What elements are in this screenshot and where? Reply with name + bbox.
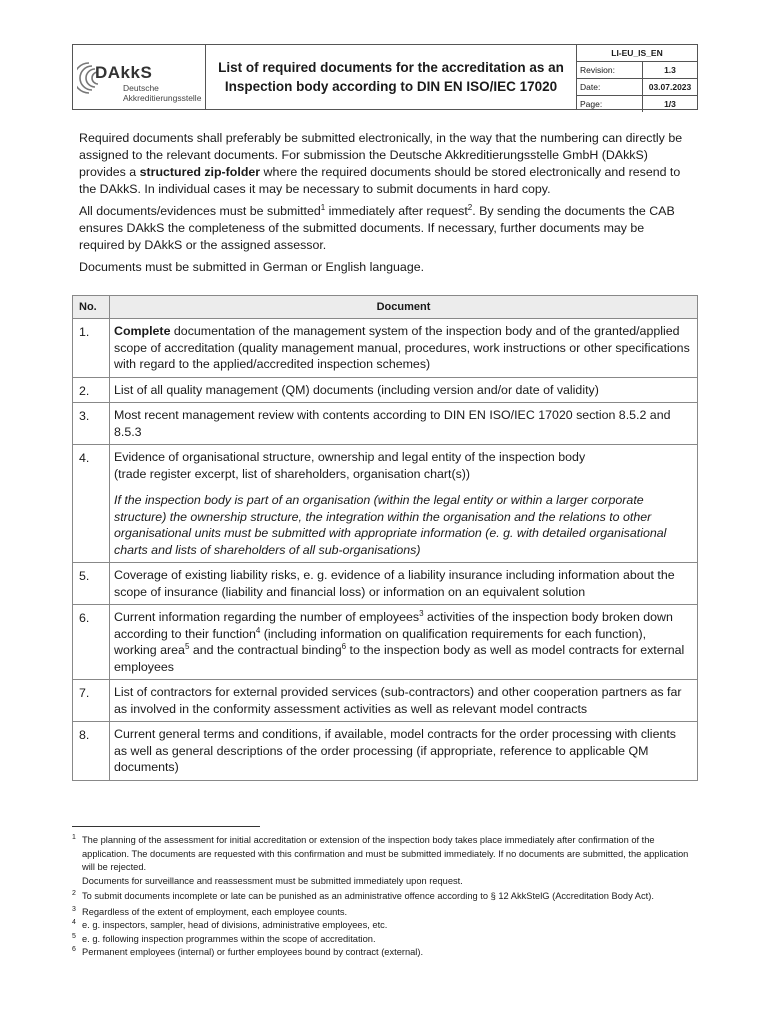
footnote-2-text: To submit documents incomplete or late can be punished as an administrative offence according to § 12 AkkStelG (Accreditation Body Act). — [82, 891, 654, 901]
page-label: Page: — [577, 96, 643, 112]
document-id: LI-EU_IS_EN — [577, 45, 697, 62]
intro-paragraph-3: Documents must be submitted in German or English language. — [79, 260, 425, 274]
revision-label: Revision: — [577, 62, 643, 78]
footnote-1 — [72, 834, 700, 888]
footnote-ref-5[interactable]: 5 — [184, 642, 190, 651]
intro-p2-text-b: immediately after request — [325, 204, 468, 218]
footnote-3 — [72, 906, 700, 920]
row-number: 7. — [73, 680, 110, 722]
date-label: Date: — [577, 79, 643, 95]
logo-subtitle — [123, 83, 201, 103]
footnote-5 — [72, 933, 700, 947]
row-6-text-e: to the inspection body as well as model contracts for external employees — [114, 643, 685, 674]
revision-value: 1.3 — [664, 65, 676, 75]
row-document: Current general terms and conditions, if available, model contracts for the order processing with clients as well as general descriptions of the order processing (if appropriate, reference to applicable QM documents) — [110, 722, 698, 781]
row-6-text-b: activities of the inspection body broken down according to their function — [114, 610, 673, 641]
footnote-ref-1[interactable]: 1 — [320, 203, 326, 212]
table-row — [73, 563, 698, 605]
table-row — [73, 403, 698, 445]
row-number: 5. — [73, 563, 110, 605]
row-6-text-a: Current information regarding the number of employees — [114, 610, 420, 624]
document-title — [206, 45, 577, 109]
intro-p2-text-c: . By sending the documents the CAB ensures DAkkS the completeness of the submitted documents. If necessary, further documents may be required by DAkkS or the assigned assessor. — [79, 204, 675, 252]
page-row — [577, 96, 697, 112]
footnote-5-text: e. g. following inspection programmes within the scope of accreditation. — [82, 933, 376, 944]
footnote-ref-3[interactable]: 3 — [419, 609, 424, 618]
required-documents-table — [72, 295, 698, 781]
row-document: Most recent management review with contents according to DIN EN ISO/IEC 17020 section 8.5.2 and 8.5.3 — [110, 403, 698, 445]
document-meta — [577, 45, 697, 109]
row-6-text-d: and the contractual binding — [189, 643, 342, 657]
row-number: 2. — [73, 377, 110, 403]
complete-emphasis: Complete — [114, 324, 171, 338]
row-document — [110, 605, 698, 680]
table-row — [73, 445, 698, 563]
table-row — [73, 377, 698, 403]
table-row — [73, 680, 698, 722]
footnote-ref-2[interactable]: 2 — [467, 203, 473, 212]
footnote-number: 4 — [72, 919, 76, 926]
footnote-number: 5 — [72, 932, 76, 940]
footnote-number: 1 — [72, 834, 76, 841]
intro-paragraph-2 — [79, 203, 691, 254]
row-number: 6. — [73, 605, 110, 680]
footnote-4-text: e. g. inspectors, sampler, head of divisions, administrative employees, etc. — [82, 920, 388, 930]
footnote-separator — [72, 826, 260, 827]
table-header-row — [73, 296, 698, 319]
row-document — [110, 319, 698, 378]
revision-row — [577, 62, 697, 79]
row-document: List of all quality management (QM) documents (including version and/or date of validity) — [110, 377, 698, 403]
title-line-1: List of required documents for the accreditation as an — [218, 60, 564, 75]
footnote-number: 2 — [72, 890, 76, 897]
row-4-text-1: Evidence of organisational structure, ownership and legal entity of the inspection body — [114, 450, 586, 464]
row-number: 8. — [73, 722, 110, 781]
row-document: List of contractors for external provided services (sub-contractors) and other cooperation partners as far as involved in the conformity assessment activities as well as relevant model contracts — [110, 680, 698, 722]
row-4-italic-note: If the inspection body is part of an organisation (within the legal entity or within a larger corporate structure) the ownership structure, the integration within the organisation and the relations to other organisational units must be submitted with appropriate information (e. g. with detailed organisational charts and lists of shareholders of all sub-organisations) — [114, 493, 667, 557]
row-1-text: documentation of the management system of the inspection body and of the granted/applied scope of accreditation (quality management manual, procedures, work instructions or other specifications with regard to the applied/accredited inspection schemes) — [114, 324, 690, 371]
row-6-text-c: (including information on qualification requirements for each function), working area — [114, 626, 647, 657]
title-line-2: Inspection body according to DIN EN ISO/IEC 17020 — [224, 79, 558, 94]
footnote-ref-4[interactable]: 4 — [255, 625, 261, 635]
table-row — [73, 319, 698, 378]
logo-name: DAkkS — [95, 63, 153, 82]
footnote-2 — [72, 890, 700, 904]
footnote-4 — [72, 919, 700, 933]
footnote-3-text: Regardless of the extent of employment, each employee counts. — [82, 906, 348, 917]
intro-p1-text-b: where the required documents should be stored electronically and resend to the DAkkS. In individual cases it may be necessary to submit documents in hard copy. — [79, 165, 681, 196]
logo-sub-line-2: Akkreditierungsstelle — [123, 93, 202, 103]
footnote-6-text: Permanent employees (internal) or further employees bound by contract (external). — [82, 947, 424, 957]
footnote-number: 3 — [72, 905, 76, 913]
document-header — [72, 44, 698, 110]
table-row — [73, 605, 698, 680]
row-document: Coverage of existing liability risks, e. g. evidence of a liability insurance including information about the scope of insurance (liability and financial loss) or information on an equivalent solution — [110, 563, 698, 605]
row-document — [110, 445, 698, 563]
date-value: 03.07.2023 — [648, 82, 692, 92]
zip-folder-emphasis: structured zip-folder — [139, 165, 261, 179]
footnotes — [72, 834, 700, 960]
column-header-document: Document — [110, 296, 698, 319]
intro-p2-text-a: All documents/evidences must be submitted — [79, 204, 321, 218]
logo-sub-line-1: Deutsche — [123, 83, 159, 93]
table-row — [73, 722, 698, 781]
footnote-ref-6[interactable]: 6 — [341, 642, 347, 651]
row-number: 3. — [73, 403, 110, 445]
intro-p1-text-a: Required documents shall preferably be submitted electronically, in the way that the numbering can directly be assigned to the relevant documents. For submission the Deutsche Akkreditierungsstelle GmbH (DAkkS) provides a — [79, 131, 683, 179]
column-header-no: No. — [73, 296, 110, 319]
footnote-1-text: The planning of the assessment for initial accreditation or extension of the inspection body takes place immediately after confirmation of the application. The documents are requested with this confirmation and must be submitted immediately. If no documents are submitted, the application will be rejected. — [82, 835, 689, 872]
row-number: 4. — [73, 445, 110, 563]
footnote-6 — [72, 946, 700, 960]
footnote-number: 6 — [72, 946, 76, 953]
date-row — [577, 79, 697, 96]
footnote-1-text-2: Documents for surveillance and reassessment must be submitted immediately upon request. — [82, 875, 463, 886]
intro-paragraph-1 — [79, 130, 691, 198]
page-value: 1/3 — [664, 99, 676, 109]
row-4-text-2: (trade register excerpt, list of shareholders, organisation chart(s)) — [114, 466, 471, 481]
row-number: 1. — [73, 319, 110, 378]
dakks-logo — [73, 45, 206, 109]
